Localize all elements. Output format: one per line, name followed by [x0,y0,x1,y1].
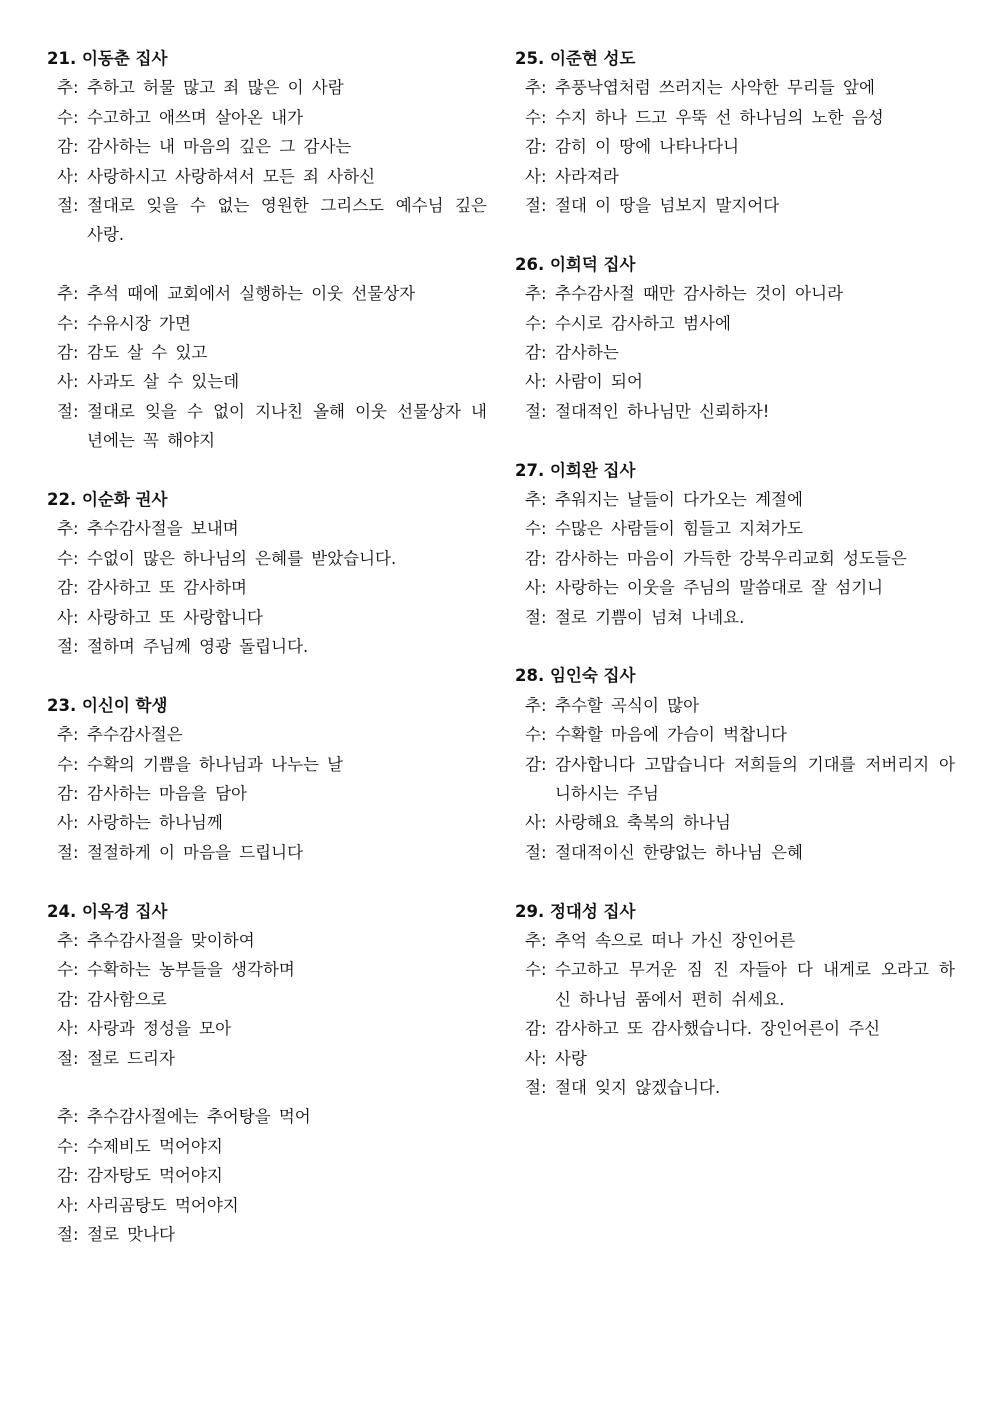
line-acrostic-lead: 사: [525,813,547,833]
poem-line [47,367,487,396]
stanza [515,485,955,632]
line-acrostic-lead: 절: [525,401,547,421]
stanza-spacer [47,1073,487,1102]
line-acrostic-lead: 감: [525,137,547,157]
line-acrostic-lead: 사: [57,607,79,627]
entry-spacer [515,867,955,896]
line-acrostic-lead: 추: [57,1107,79,1127]
poem-entry [515,44,955,220]
poem-line [515,162,955,191]
poem-line [515,838,955,867]
line-text: 감사하는 마음을 담아 [87,784,247,804]
line-text: 감사하는 내 마음의 깊은 그 감사는 [87,137,352,157]
poem-line [47,1161,487,1190]
line-text: 사랑해요 축복의 하나님 [555,813,731,833]
entry-title: 22. 이순화 권사 [47,490,168,510]
line-text: 사과도 살 수 있는데 [87,372,240,392]
line-acrostic-lead: 추: [57,284,79,304]
poem-line [515,367,955,396]
line-text: 추석 때에 교회에서 실행하는 이웃 선물상자 [87,284,416,304]
poem-line [47,750,487,779]
line-text: 사랑하는 이웃을 주님의 말씀대로 잘 섬기니 [555,578,884,598]
poem-line [515,544,955,573]
poem-line [47,514,487,543]
line-acrostic-lead: 수: [57,754,79,774]
line-acrostic-lead: 수: [525,960,547,980]
poem-line [47,573,487,602]
line-text: 수확하는 농부들을 생각하며 [87,960,295,980]
poem-line [515,955,955,1014]
poem-line [515,926,955,955]
left-column [47,44,487,1250]
line-acrostic-lead: 사: [57,166,79,186]
poem-line [47,955,487,984]
poem-line [47,191,487,250]
line-acrostic-lead: 사: [525,1048,547,1068]
poem-line [515,750,955,809]
stanza [47,926,487,1073]
line-text: 수유시장 가면 [87,313,191,333]
entry-spacer [47,661,487,690]
line-acrostic-lead: 수: [57,313,79,333]
line-text: 추수감사절 때만 감사하는 것이 아니라 [555,284,844,304]
poem-line [515,279,955,308]
entry-spacer [515,426,955,455]
poem-line [47,162,487,191]
stanza-spacer [47,250,487,279]
entry-title: 21. 이동춘 집사 [47,49,168,68]
poem-line [47,397,487,456]
line-text: 수지 하나 드고 우뚝 선 하나님의 노한 음성 [555,107,884,127]
line-acrostic-lead: 추: [57,931,79,951]
line-acrostic-lead: 추: [57,725,79,745]
entry-title: 23. 이신이 학생 [47,695,168,715]
poem-line [47,779,487,808]
line-text: 감사하는 [555,343,619,363]
stanza [515,73,955,220]
line-text: 절로 기쁨이 넘쳐 나네요. [555,607,745,627]
poem-line [515,338,955,367]
line-text: 사리곰탕도 먹어야지 [87,1195,239,1215]
line-acrostic-lead: 수: [525,519,547,539]
poem-entry [47,485,487,661]
line-text: 절절하게 이 마음을 드립니다 [87,842,304,862]
line-text: 수시로 감사하고 범사에 [555,313,731,333]
line-text: 사라져라 [555,166,619,186]
poem-entry [515,897,955,1103]
line-text: 수확의 기쁨을 하나님과 나누는 날 [87,754,344,774]
poem-line [515,603,955,632]
poem-entry [515,456,955,632]
poem-entry [515,661,955,867]
poem-line [515,485,955,514]
line-text: 추수할 곡식이 많아 [555,695,700,715]
stanza [515,691,955,867]
line-text: 사랑하시고 사랑하셔서 모든 죄 사하신 [87,166,376,186]
entry-title: 26. 이희덕 집사 [515,254,636,274]
line-acrostic-lead: 사: [57,813,79,833]
line-acrostic-lead: 절: [525,196,547,216]
line-text: 사랑과 정성을 모아 [87,1019,232,1039]
line-text: 추수감사절은 [87,725,183,745]
poem-line [47,1102,487,1131]
line-text: 절대 이 땅을 넘보지 말지어다 [555,196,780,216]
poem-line [47,838,487,867]
poem-line [47,603,487,632]
line-text: 감사하고 또 감사했습니다. 장인어른이 주신 [555,1019,881,1039]
poem-line [515,1073,955,1102]
line-acrostic-lead: 감: [57,1166,79,1186]
poem-entry [515,250,955,426]
poem-line [47,1044,487,1073]
line-text: 사랑하는 하나님께 [87,813,223,833]
poem-line [47,1191,487,1220]
entry-title: 29. 정대성 집사 [515,901,636,921]
line-text: 감자탕도 먹어야지 [87,1166,223,1186]
entry-spacer [515,632,955,661]
poem-line [47,544,487,573]
line-acrostic-lead: 사: [57,372,79,392]
poem-line [515,808,955,837]
stanza [47,279,487,455]
poem-entry [47,897,487,1250]
line-text: 사랑 [555,1048,587,1068]
line-acrostic-lead: 추: [525,695,547,715]
poem-line [47,1132,487,1161]
line-acrostic-lead: 사: [525,372,547,392]
poem-line [515,103,955,132]
line-acrostic-lead: 절: [525,607,547,627]
line-acrostic-lead: 수: [57,960,79,980]
line-acrostic-lead: 절: [57,401,79,421]
poem-line [47,985,487,1014]
stanza [47,514,487,661]
line-text: 절로 맛나다 [87,1225,175,1245]
line-acrostic-lead: 절: [57,1048,79,1068]
line-text: 추수감사절을 보내며 [87,519,239,539]
poem-line [515,720,955,749]
line-text: 절로 드리자 [87,1048,175,1068]
poem-line [47,720,487,749]
line-text: 수없이 많은 하나님의 은혜를 받았습니다. [87,548,397,568]
poem-line [47,309,487,338]
line-text: 추수감사절을 맞이하여 [87,931,255,951]
line-text: 추풍낙엽처럼 쓰러지는 사악한 무리들 앞에 [555,78,875,98]
poem-line [47,1220,487,1249]
line-text: 절대로 잊을 수 없이 지나친 올해 이웃 선물상자 내년에는 꼭 해야지 [87,401,487,451]
poem-line [47,808,487,837]
poem-line [47,632,487,661]
stanza [515,926,955,1102]
poem-line [515,1044,955,1073]
line-acrostic-lead: 감: [57,137,79,157]
line-acrostic-lead: 절: [57,196,79,216]
poem-line [515,397,955,426]
line-text: 추하고 허물 많고 죄 많은 이 사람 [87,78,344,98]
line-acrostic-lead: 감: [525,548,547,568]
poem-line [47,132,487,161]
line-text: 사람이 되어 [555,372,643,392]
poem-line [515,309,955,338]
line-acrostic-lead: 감: [57,784,79,804]
line-text: 추억 속으로 떠나 가신 장인어른 [555,931,796,951]
line-acrostic-lead: 사: [57,1195,79,1215]
line-text: 추수감사절에는 추어탕을 먹어 [87,1107,311,1127]
line-acrostic-lead: 감: [525,754,547,774]
line-acrostic-lead: 절: [57,637,79,657]
poem-entry [47,44,487,456]
line-text: 절대적인 하나님만 신뢰하자! [555,401,770,421]
stanza [515,279,955,426]
line-text: 감사하고 또 감사하며 [87,578,247,598]
poem-line [515,132,955,161]
poem-line [47,1014,487,1043]
line-acrostic-lead: 추: [525,78,547,98]
line-acrostic-lead: 수: [525,313,547,333]
entry-spacer [515,220,955,249]
entry-title: 27. 이희완 집사 [515,460,636,480]
line-text: 감도 살 수 있고 [87,343,208,363]
entry-spacer [47,456,487,485]
line-acrostic-lead: 절: [57,842,79,862]
stanza [47,720,487,867]
poem-line [515,73,955,102]
entry-spacer [47,867,487,896]
line-acrostic-lead: 수: [57,548,79,568]
line-acrostic-lead: 수: [57,107,79,127]
line-acrostic-lead: 감: [57,343,79,363]
line-acrostic-lead: 감: [57,578,79,598]
line-acrostic-lead: 추: [525,931,547,951]
poem-entry [47,691,487,867]
line-text: 절대적이신 한량없는 하나님 은혜 [555,842,803,862]
poem-line [515,191,955,220]
line-acrostic-lead: 추: [57,78,79,98]
line-text: 절대 잊지 않겠습니다. [555,1078,721,1098]
poem-line [47,279,487,308]
line-acrostic-lead: 감: [57,989,79,1009]
line-acrostic-lead: 절: [57,1225,79,1245]
line-text: 수많은 사람들이 힘들고 지쳐가도 [555,519,803,539]
line-text: 사랑하고 또 사랑합니다 [87,607,263,627]
line-text: 절하며 주님께 영광 돌립니다. [87,637,309,657]
poem-line [515,691,955,720]
poem-line [47,338,487,367]
line-acrostic-lead: 수: [525,107,547,127]
line-text: 수제비도 먹어야지 [87,1136,223,1156]
line-acrostic-lead: 감: [525,343,547,363]
line-text: 감히 이 땅에 나타나다니 [555,137,740,157]
line-acrostic-lead: 추: [525,490,547,510]
line-text: 수고하고 무거운 짐 진 자들아 다 내게로 오라고 하신 하나님 품에서 편히 쉬세요. [555,960,955,1009]
line-acrostic-lead: 수: [57,1136,79,1156]
line-text: 감사함으로 [87,989,167,1009]
line-text: 감사하는 마음이 가득한 강북우리교회 성도들은 [555,548,907,568]
right-column [515,44,955,1102]
poem-line [47,73,487,102]
stanza [47,1102,487,1249]
line-acrostic-lead: 수: [525,725,547,745]
line-text: 감사합니다 고맙습니다 저희들의 기대를 저버리지 아니하시는 주님 [555,754,955,804]
entry-title: 28. 임인숙 집사 [515,666,636,686]
line-text: 추워지는 날들이 다가오는 계절에 [555,490,803,510]
line-acrostic-lead: 추: [525,284,547,304]
line-text: 수확할 마음에 가슴이 벅찹니다 [555,725,787,745]
entry-title: 24. 이옥경 집사 [47,901,168,921]
line-text: 수고하고 애쓰며 살아온 내가 [87,107,304,127]
line-acrostic-lead: 감: [525,1019,547,1039]
stanza [47,73,487,249]
entry-title: 25. 이준현 성도 [515,49,636,68]
poem-line [47,926,487,955]
line-acrostic-lead: 추: [57,519,79,539]
poem-line [515,1014,955,1043]
poem-line [515,514,955,543]
line-acrostic-lead: 절: [525,842,547,862]
line-acrostic-lead: 사: [57,1019,79,1039]
line-text: 절대로 잊을 수 없는 영원한 그리스도 예수님 깊은 사랑. [87,196,487,245]
poem-line [515,573,955,602]
poem-line [47,103,487,132]
line-acrostic-lead: 절: [525,1078,547,1098]
line-acrostic-lead: 사: [525,166,547,186]
line-acrostic-lead: 사: [525,578,547,598]
